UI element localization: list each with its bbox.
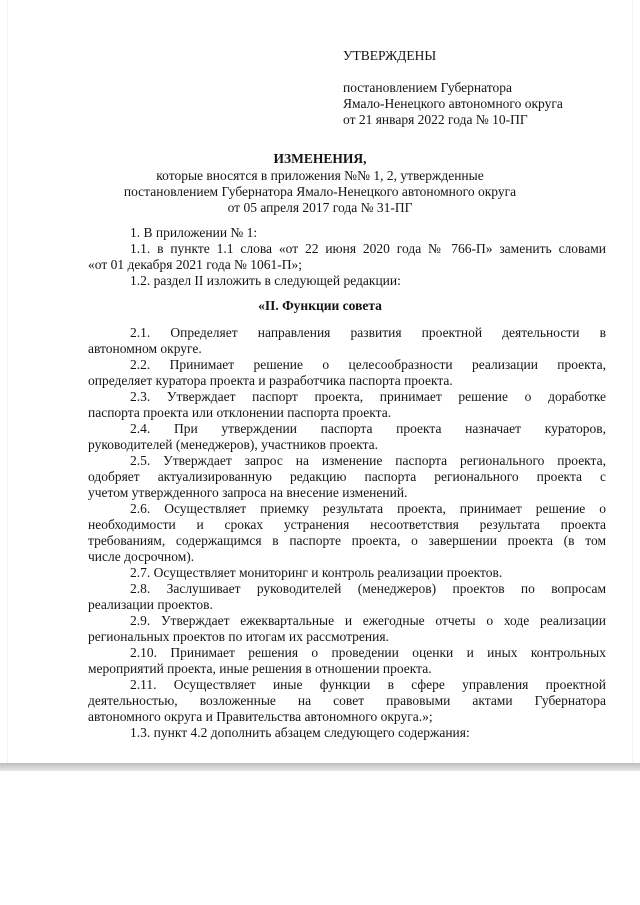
item-2-11-line-2: деятельностью, возложенные на совет правовыми актами Губернатора (88, 693, 606, 708)
approval-line-2: Ямало-Ненецкого автономного округа (343, 96, 563, 111)
item-2-1-line-1: 2.1. Определяет направления развития проектной деятельности в (130, 325, 606, 340)
item-2-5-line-2: одобряет актуализированную редакцию паспорта регионального проекта с (88, 469, 606, 484)
item-2-5-line-1: 2.5. Утверждает запрос на изменение паспорта регионального проекта, (130, 453, 606, 468)
item-2-2-line-2: определяет куратора проекта и разработчика паспорта проекта. (88, 373, 453, 388)
approval-line-3: от 21 января 2022 года № 10-ПГ (343, 112, 528, 127)
item-2-10-line-2: мероприятий проекта, иные решения в отношении проекта. (88, 661, 432, 676)
approval-line-1: постановлением Губернатора (343, 80, 512, 95)
item-2-6-line-4: числе досрочном). (88, 549, 195, 564)
section-title: «II. Функции совета (258, 298, 382, 313)
item-2-1-line-2: автономном округе. (88, 341, 202, 356)
item-2-5-line-3: учетом утвержденного запроса на внесение изменений. (88, 485, 408, 500)
item-2-7: 2.7. Осуществляет мониторинг и контроль реализации проектов. (130, 565, 503, 580)
paragraph-1: 1. В приложении № 1: (130, 225, 258, 240)
document-title: ИЗМЕНЕНИЯ, (273, 151, 367, 166)
document-subtitle-line-3: от 05 апреля 2017 года № 31-ПГ (227, 200, 413, 215)
item-2-3-line-1: 2.3. Утверждает паспорт проекта, принимает решение о доработке (130, 389, 606, 404)
item-2-3-line-2: паспорта проекта или отклонении паспорта проекта. (88, 405, 392, 420)
item-2-6-line-1: 2.6. Осуществляет приемку результата проекта, принимает решение о (130, 501, 606, 516)
item-2-6-line-2: необходимости и сроках устранения несоответствия результата проекта (88, 517, 606, 532)
item-2-4-line-1: 2.4. При утверждении паспорта проекта назначает кураторов, (130, 421, 606, 436)
item-2-4-line-2: руководителей (менеджеров), участников проекта. (88, 437, 379, 452)
item-2-8-line-2: реализации проектов. (88, 597, 213, 612)
document-subtitle-line-2: постановлением Губернатора Ямало-Ненецкого автономного округа (123, 184, 517, 199)
paragraph-1-2: 1.2. раздел II изложить в следующей редакции: (130, 273, 401, 288)
approval-title: УТВЕРЖДЕНЫ (343, 48, 437, 63)
paragraph-1-1-line-2: «от 01 декабря 2021 года № 1061-П»; (88, 257, 303, 272)
item-2-8-line-1: 2.8. Заслушивает руководителей (менеджеров) проектов по вопросам (130, 581, 606, 596)
item-2-2-line-1: 2.2. Принимает решение о целесообразности реализации проекта, (130, 357, 606, 372)
item-2-10-line-1: 2.10. Принимает решения о проведении оценки и иных контрольных (130, 645, 606, 660)
document-subtitle-line-1: которые вносятся в приложения №№ 1, 2, утвержденные (156, 168, 484, 183)
item-2-9-line-1: 2.9. Утверждает ежеквартальные и ежегодные отчеты о ходе реализации (130, 613, 606, 628)
item-2-6-line-3: требованиям, содержащимся в паспорте проекта, о завершении проекта (в том (88, 533, 606, 548)
item-2-11-line-3: автономного округа и Правительства автономного округа.»; (88, 709, 433, 724)
paragraph-1-3: 1.3. пункт 4.2 дополнить абзацем следующего содержания: (130, 725, 470, 740)
item-2-11-line-1: 2.11. Осуществляет иные функции в сфере управления проектной (130, 677, 606, 692)
paragraph-1-1-line-1: 1.1. в пункте 1.1 слова «от 22 июня 2020 года № 766-П» заменить словами (130, 241, 606, 256)
item-2-9-line-2: региональных проектов по итогам их рассмотрения. (88, 629, 389, 644)
page-bottom-edge (0, 763, 640, 771)
